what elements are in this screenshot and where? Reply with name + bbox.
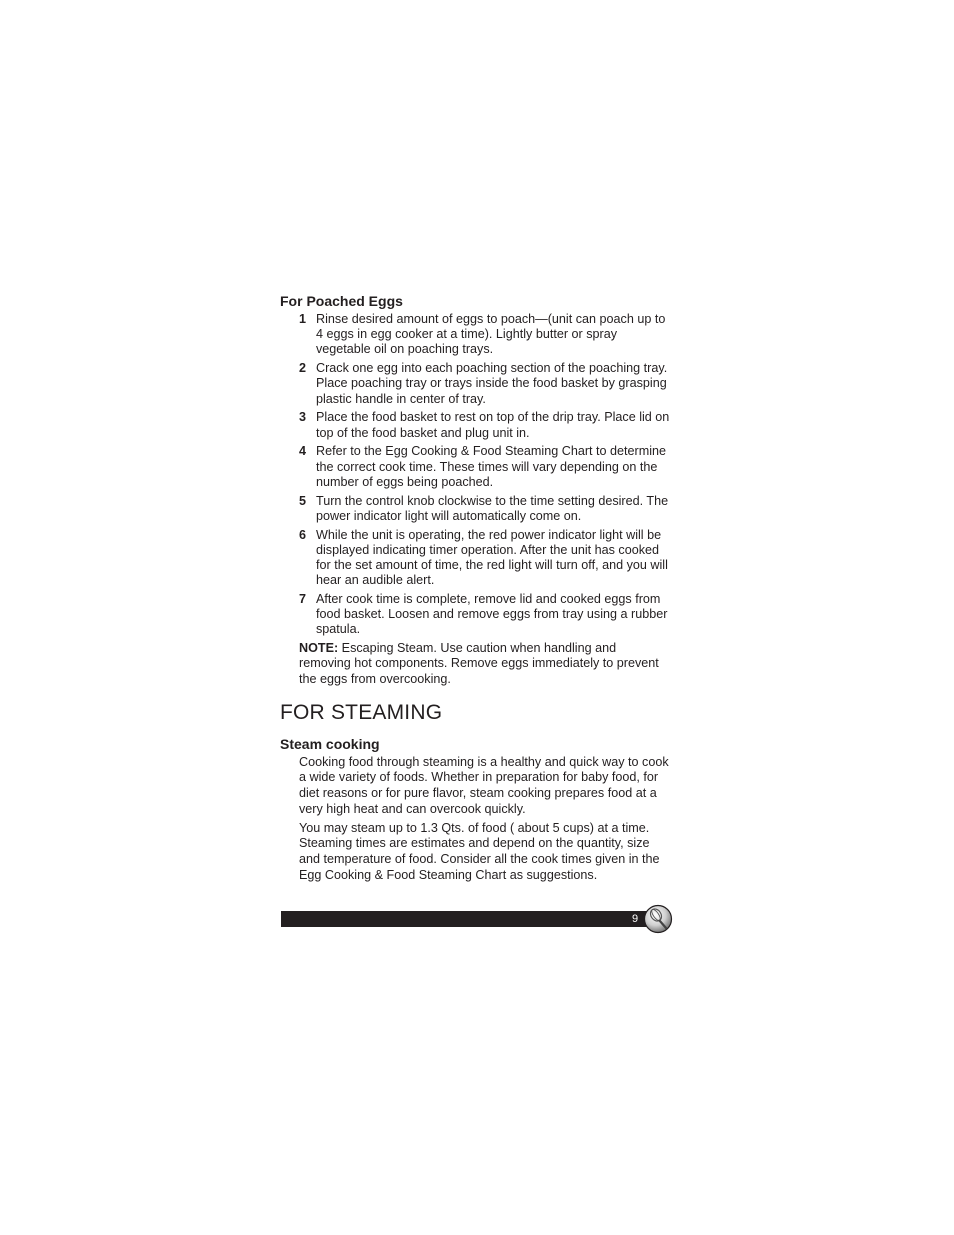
- poached-steps-list: [280, 312, 670, 638]
- list-item: [299, 494, 672, 524]
- step-number: 3: [299, 410, 307, 425]
- steaming-paragraph: You may steam up to 1.3 Qts. of food ( about 5 cups) at a time. Steaming times are estimates and depend on the quantity, size and temperature of food. Consider all the cook times given in the Egg Cooking & Food Steaming Chart as suggestions.: [299, 820, 660, 882]
- step-text: After cook time is complete, remove lid and cooked eggs from food basket. Loosen and remove eggs from tray using a rubber spatula.: [316, 592, 668, 637]
- steaming-paragraph: Cooking food through steaming is a healthy and quick way to cook a wide variety of foods. Whether in preparation for baby food, for diet reasons or for pure flavor, steam cooking prepares food at a very high heat and can overcook quickly.: [299, 754, 669, 816]
- page-content: [280, 292, 670, 887]
- list-item: [299, 312, 672, 358]
- page-number: 9: [631, 913, 639, 925]
- note-label: NOTE:: [299, 641, 339, 656]
- step-number: 4: [299, 444, 307, 459]
- step-text: While the unit is operating, the red power indicator light will be displayed indicating timer operation. After the unit has cooked for the set amount of time, the red light will turn off, and you will hear an audible alert.: [316, 527, 668, 588]
- step-text: Crack one egg into each poaching section of the poaching tray. Place poaching tray or trays inside the food basket by grasping plastic handle in center of tray.: [316, 361, 668, 406]
- section-title-steaming: FOR STEAMING: [280, 700, 443, 724]
- step-text: Rinse desired amount of eggs to poach—(unit can poach up to 4 eggs in egg cooker at a time). Lightly butter or spray vegetable oil on poaching trays.: [316, 312, 666, 357]
- list-item: [299, 361, 672, 407]
- step-number: 2: [299, 361, 307, 376]
- brand-whisk-logo-icon: [643, 904, 673, 934]
- list-item: [299, 592, 672, 638]
- step-number: 5: [299, 493, 307, 508]
- note-text: Escaping Steam. Use caution when handling and removing hot components. Remove eggs immediately to prevent the eggs from overcooking.: [299, 641, 659, 686]
- caution-note: [299, 641, 659, 687]
- footer-bar: [281, 911, 653, 927]
- step-number: 6: [299, 527, 307, 542]
- step-text: Place the food basket to rest on top of the drip tray. Place lid on top of the food basket and plug unit in.: [316, 410, 670, 440]
- step-number: 1: [299, 312, 307, 326]
- list-item: [299, 528, 672, 589]
- list-item: [299, 444, 672, 490]
- list-item: [299, 410, 672, 440]
- step-text: Refer to the Egg Cooking & Food Steaming Chart to determine the correct cook time. These times will vary depending on the number of eggs being poached.: [316, 444, 667, 489]
- step-text: Turn the control knob clockwise to the time setting desired. The power indicator light will automatically come on.: [316, 493, 669, 523]
- poached-eggs-heading: For Poached Eggs: [280, 293, 403, 309]
- steam-cooking-heading: Steam cooking: [280, 735, 380, 752]
- step-number: 7: [299, 592, 307, 607]
